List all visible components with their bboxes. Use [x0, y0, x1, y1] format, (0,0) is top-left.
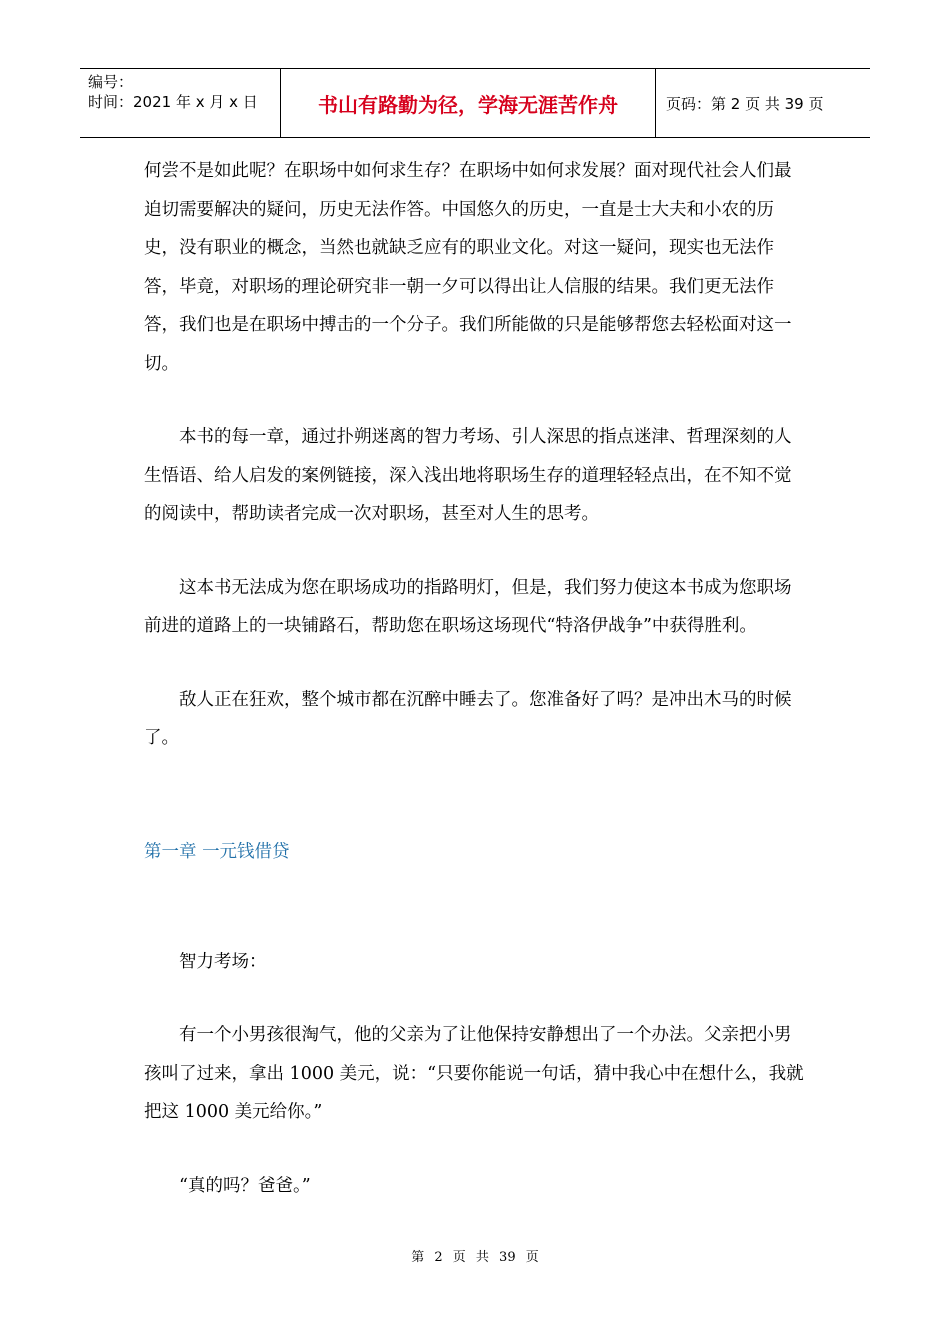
page-footer: 第 2 页 共 39 页 [411, 1250, 539, 1265]
paragraph: 本书的每一章，通过扑朔迷离的智力考场、引人深思的指点迷津、哲理深刻的人生悟语、给人启发的案例链接，深入浅出地将职场生存的道理轻轻点出，在不知不觉的阅读中，帮助读者完成一次对职场，甚至对人生的思考。 [144, 427, 792, 524]
chapter-title: 第一章 一元钱借贷 [144, 841, 290, 862]
paragraph: “真的吗？爸爸。” [179, 1175, 311, 1196]
header-page-info: 页码：第 2 页 共 39 页 [666, 94, 824, 113]
time-label: 时间：2021 年 x 月 x 日 [88, 93, 258, 111]
page-header [80, 68, 870, 138]
header-meta [80, 69, 280, 137]
number-label: 编号： [88, 73, 134, 91]
paragraph: 何尝不是如此呢？在职场中如何求生存？在职场中如何求发展？面对现代社会人们最迫切需要解决的疑问，历史无法作答。中国悠久的历史，一直是士大夫和小农的历史，没有职业的概念，当然也就缺乏应有的职业文化。对这一疑问，现实也无法作答，毕竟，对职场的理论研究非一朝一夕可以得出让人信服的结果。我们更无法作答，我们也是在职场中搏击的一个分子。我们所能做的只是能够帮您去轻松面对这一切。 [144, 161, 792, 374]
header-motto: 书山有路勤为径，学海无涯苦作舟 [280, 69, 656, 137]
paragraph: 有一个小男孩很淘气，他的父亲为了让他保持安静想出了一个办法。父亲把小男孩叫了过来，拿出 1000 美元，说：“只要你能说一句话，猜中我心中在想什么，我就把这 1000 美元给你。” [144, 1025, 804, 1122]
paragraph: 敌人正在狂欢，整个城市都在沉醉中睡去了。您准备好了吗？是冲出木马的时候了。 [144, 689, 792, 748]
document-body [144, 152, 806, 1205]
section-label: 智力考场： [179, 951, 267, 972]
paragraph: 这本书无法成为您在职场成功的指路明灯，但是，我们努力使这本书成为您职场前进的道路上的一块铺路石，帮助您在职场这场现代“特洛伊战争”中获得胜利。 [144, 577, 792, 636]
